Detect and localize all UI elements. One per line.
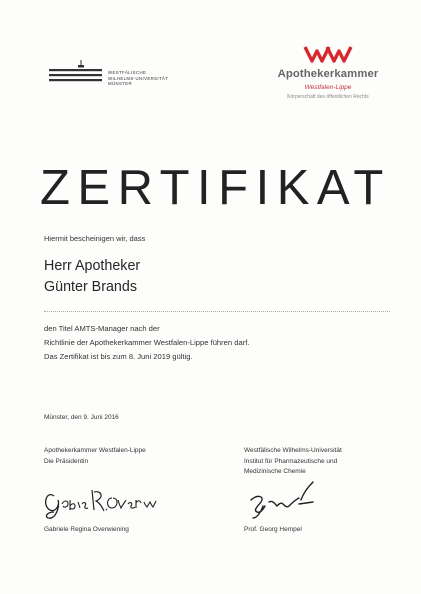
right-signatory-org	[244, 446, 342, 478]
place-date: Münster, den 9. Juni 2016	[44, 414, 119, 421]
chamber-subtitle: Körperschaft des öffentlichen Rechts	[287, 94, 369, 100]
divider	[44, 311, 390, 312]
left-signatory-name: Gabriele Regina Overwiening	[44, 526, 129, 533]
body-line: Richtlinie der Apothekerkammer Westfalen-Lippe führen darf.	[44, 338, 250, 347]
left-signature-icon	[40, 476, 160, 526]
org-role: Die Präsidentin	[44, 457, 89, 465]
org-line: Apothekerkammer Westfalen-Lippe	[44, 447, 146, 454]
university-name	[108, 70, 168, 87]
university-name-line: WESTFÄLISCHE	[108, 70, 147, 75]
org-line: Institut für Pharmazeutische und	[244, 457, 338, 465]
certificate-body	[44, 322, 249, 364]
org-line: Medizinische Chemie	[244, 468, 306, 475]
chamber-region: Westfalen-Lippe	[304, 84, 352, 91]
university-name-line: MÜNSTER	[108, 81, 133, 87]
body-line: den Titel AMTS-Manager nach der	[44, 324, 160, 333]
certificate-title: ZERTIFIKAT	[40, 161, 391, 215]
chamber-name: Apothekerkammer	[277, 68, 379, 80]
intro-text: Hiermit bescheinigen wir, dass	[44, 234, 146, 243]
university-name-line: WILHELMS-UNIVERSITÄT	[108, 75, 169, 81]
right-signatory-name: Prof. Georg Hempel	[244, 526, 302, 533]
apothekerkammer-logo-icon	[303, 43, 353, 65]
recipient-title: Herr Apotheker	[44, 258, 141, 274]
body-line: Das Zertifikat ist bis zum 8. Juni 2019 gültig.	[44, 352, 193, 361]
recipient-name: Günter Brands	[44, 279, 137, 295]
org-line: Westfälische Wilhelms-Universität	[244, 447, 342, 454]
left-signatory-org	[44, 446, 146, 467]
right-signature-icon	[245, 478, 325, 523]
